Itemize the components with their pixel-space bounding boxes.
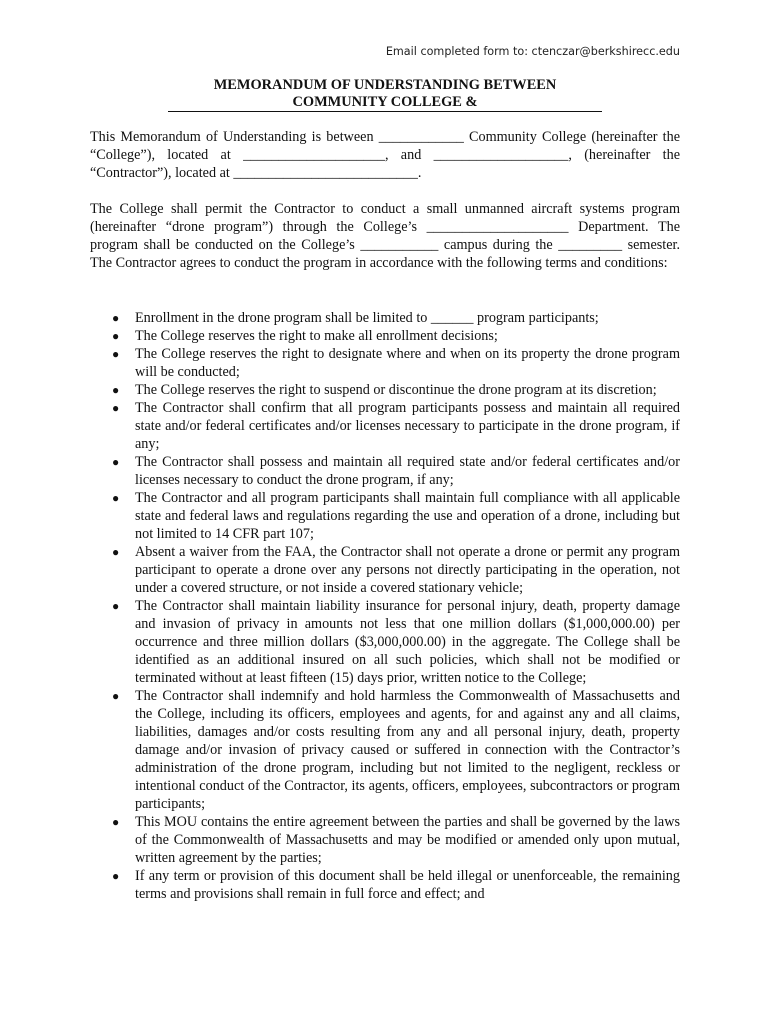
term-item [90, 345, 680, 381]
term-text: The Contractor shall indemnify and hold harmless the Commonwealth of Massachusetts and the College, including its officers, employees and agents, for and against any and all claims, liabilities, damages and/or costs resulting from any and all personal injury, death, property damage and/or invasion of privacy caused or suffered in connection with the Contractor’s administration of the drone program, including but not limited to the negligent, reckless or intentional conduct of the Contractor, its agents, officers, employees, subcontractors or program participants; [135, 688, 680, 812]
bullet-icon: ● [112, 311, 120, 325]
term-item [90, 327, 680, 345]
bullet-icon: ● [112, 383, 120, 397]
intro-paragraph: This Memorandum of Understanding is between ____________ Community College (hereinafter the “College”), located at ____________________, and ___________________, (hereinafter the “Contractor”), located at __________________________. [90, 129, 680, 181]
term-text: Absent a waiver from the FAA, the Contractor shall not operate a drone or permit any program participant to operate a drone over any persons not directly participating in the operation, not under a covered structure, or not inside a covered stationary vehicle; [135, 544, 680, 596]
term-item [90, 399, 680, 453]
bullet-icon: ● [112, 869, 120, 883]
bullet-icon: ● [112, 815, 120, 829]
term-item [90, 597, 680, 687]
term-item [90, 453, 680, 489]
program-paragraph: The College shall permit the Contractor to conduct a small unmanned aircraft systems program (hereinafter “drone program”) through the College’s ____________________ Department. The program shall be conducted on the College’s ___________ campus during the _________ semester. The Contractor agrees to conduct the program in accordance with the following terms and conditions: [90, 201, 680, 271]
term-text: The Contractor and all program participants shall maintain full compliance with all applicable state and federal laws and regulations regarding the use and operation of a drone, including but not limited to 14 CFR part 107; [135, 490, 680, 542]
title-line-1: MEMORANDUM OF UNDERSTANDING BETWEEN [213, 77, 557, 93]
bullet-icon: ● [112, 545, 120, 559]
email-instruction: Email completed form to: ctenczar@berkshirecc.edu [385, 45, 680, 58]
bullet-icon: ● [112, 689, 120, 703]
term-item [90, 687, 680, 813]
title-line-2: COMMUNITY COLLEGE & [168, 94, 602, 112]
bullet-icon: ● [112, 329, 120, 343]
bullet-icon: ● [112, 455, 120, 469]
term-text: The College reserves the right to designate where and when on its property the drone program will be conducted; [135, 346, 680, 380]
term-text: The Contractor shall confirm that all program participants possess and maintain all required state and/or federal certificates and/or licenses necessary to participate in the drone program, if any; [135, 400, 680, 452]
term-text: Enrollment in the drone program shall be limited to ______ program participants; [135, 310, 599, 326]
document-title [168, 77, 602, 112]
term-item [90, 381, 680, 399]
term-text: This MOU contains the entire agreement between the parties and shall be governed by the laws of the Commonwealth of Massachusetts and may be modified or amended only upon mutual, written agreement by the parties; [135, 814, 680, 866]
bullet-icon: ● [112, 491, 120, 505]
term-item [90, 489, 680, 543]
term-item [90, 813, 680, 867]
term-text: The College reserves the right to make all enrollment decisions; [135, 328, 498, 344]
bullet-icon: ● [112, 401, 120, 415]
term-item [90, 867, 680, 903]
bullet-icon: ● [112, 347, 120, 361]
term-item [90, 309, 680, 327]
term-text: The Contractor shall maintain liability insurance for personal injury, death, property damage and invasion of privacy in amounts not less that one million dollars ($1,000,000.00) per occurrence and three million dollars ($3,000,000.00) in the aggregate. The College shall be identified as an additional insured on all such policies, which shall not be modified or terminated without at least fifteen (15) days prior, written notice to the College; [135, 598, 680, 686]
term-text: If any term or provision of this document shall be held illegal or unenforceable, the remaining terms and provisions shall remain in full force and effect; and [135, 868, 680, 902]
term-text: The Contractor shall possess and maintain all required state and/or federal certificates and/or licenses necessary to conduct the drone program, if any; [135, 454, 680, 488]
term-text: The College reserves the right to suspend or discontinue the drone program at its discretion; [135, 382, 657, 398]
bullet-icon: ● [112, 599, 120, 613]
term-item [90, 543, 680, 597]
terms-list [90, 309, 680, 903]
